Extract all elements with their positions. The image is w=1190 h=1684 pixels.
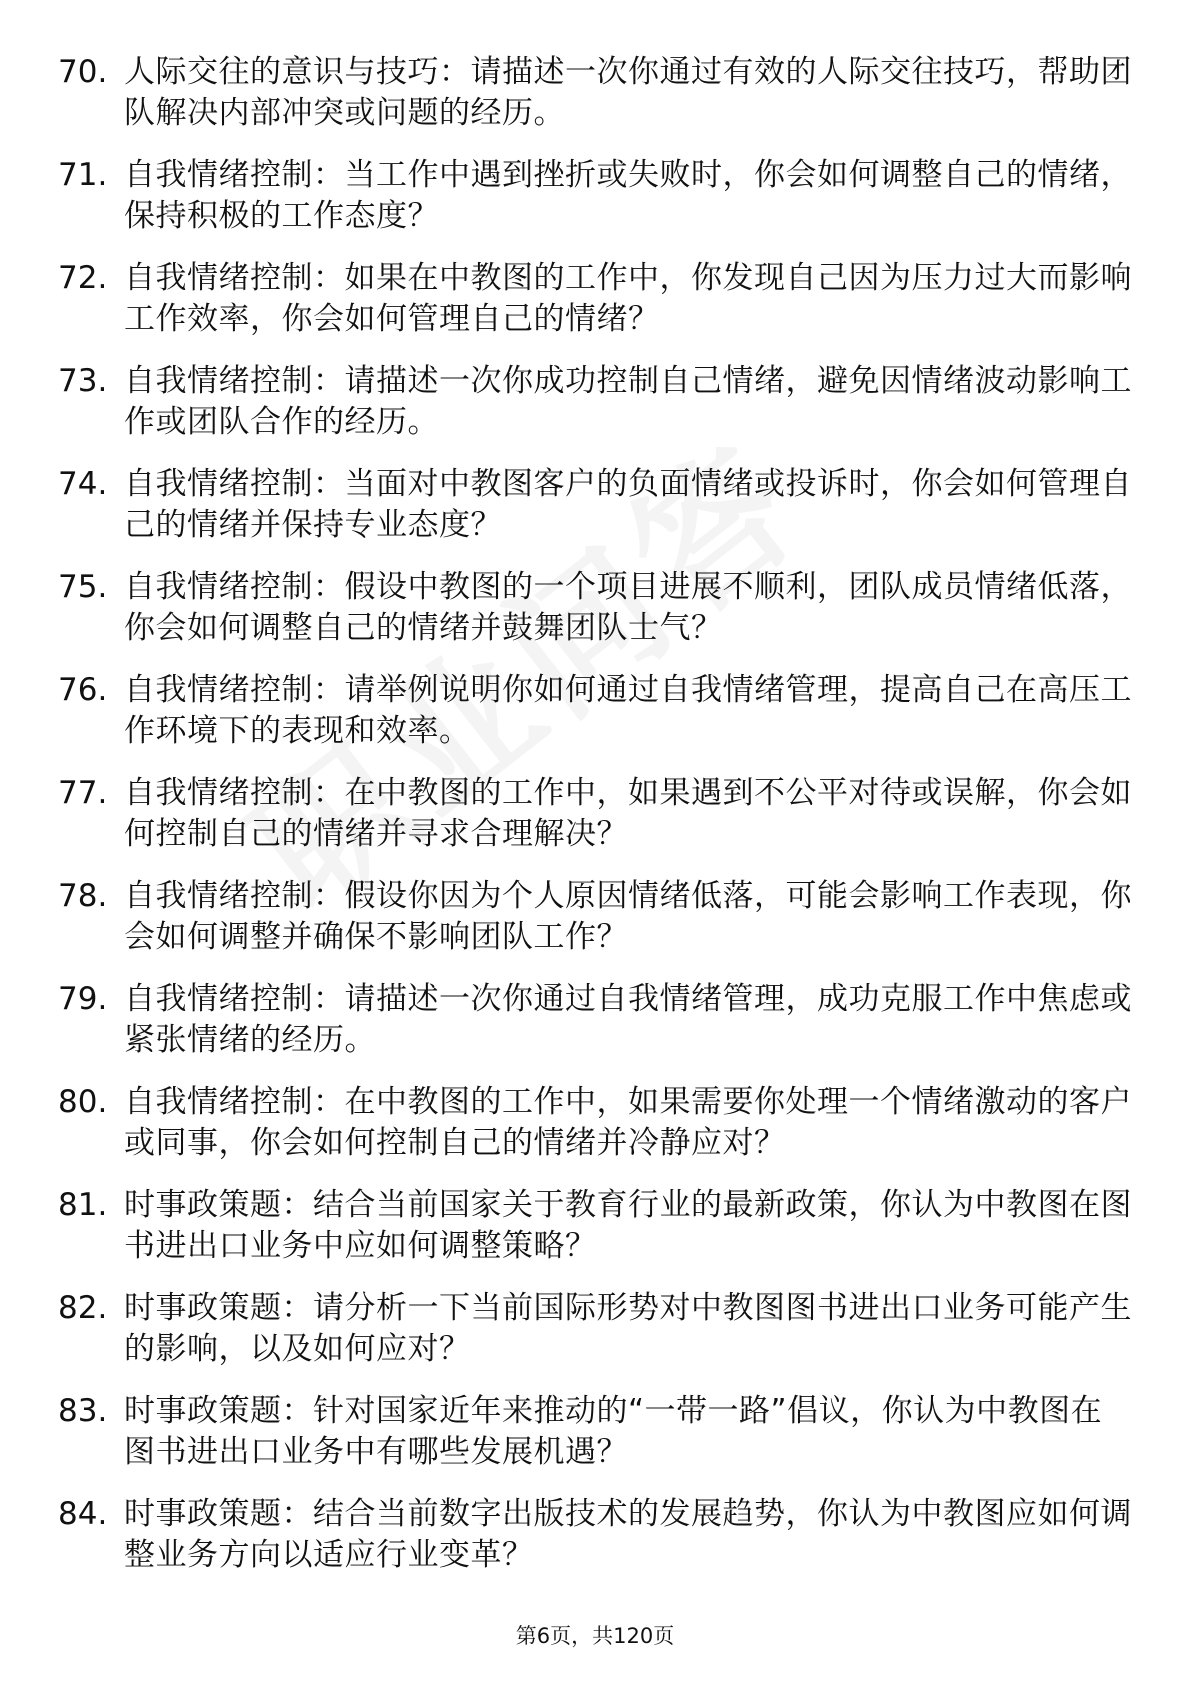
question-text: 时事政策题：结合当前数字出版技术的发展趋势，你认为中教图应如何调整业务方向以适应行业变革？ (124, 1496, 1132, 1573)
question-list (58, 52, 1133, 1597)
question-item (58, 567, 1133, 670)
question-number: 83. (58, 1393, 108, 1429)
question-item (58, 1185, 1133, 1288)
question-item (58, 876, 1133, 979)
question-number: 82. (58, 1290, 108, 1326)
question-number: 71. (58, 157, 108, 193)
question-number: 74. (58, 466, 108, 502)
question-text: 自我情绪控制：请举例说明你如何通过自我情绪管理，提高自己在高压工作环境下的表现和效率。 (124, 672, 1132, 749)
question-number: 84. (58, 1496, 108, 1532)
question-item (58, 1288, 1133, 1391)
question-item (58, 1391, 1133, 1494)
question-text: 时事政策题：请分析一下当前国际形势对中教图图书进出口业务可能产生的影响，以及如何应对？ (124, 1290, 1132, 1367)
question-item (58, 670, 1133, 773)
question-item (58, 773, 1133, 876)
question-text: 自我情绪控制：假设中教图的一个项目进展不顺利，团队成员情绪低落，你会如何调整自己的情绪并鼓舞团队士气？ (124, 569, 1132, 646)
question-item (58, 155, 1133, 258)
question-text: 自我情绪控制：当工作中遇到挫折或失败时，你会如何调整自己的情绪，保持积极的工作态度？ (124, 157, 1132, 234)
question-number: 77. (58, 775, 108, 811)
question-number: 81. (58, 1187, 108, 1223)
question-text: 自我情绪控制：请描述一次你成功控制自己情绪，避免因情绪波动影响工作或团队合作的经历。 (124, 363, 1132, 440)
question-number: 78. (58, 878, 108, 914)
question-text: 自我情绪控制：在中教图的工作中，如果遇到不公平对待或误解，你会如何控制自己的情绪并寻求合理解决？ (124, 775, 1132, 852)
question-text: 时事政策题：结合当前国家关于教育行业的最新政策，你认为中教图在图书进出口业务中应如何调整策略？ (124, 1187, 1132, 1264)
question-item (58, 979, 1133, 1082)
question-item (58, 1494, 1133, 1597)
question-item (58, 361, 1133, 464)
question-text: 人际交往的意识与技巧：请描述一次你通过有效的人际交往技巧，帮助团队解决内部冲突或问题的经历。 (124, 54, 1132, 131)
question-text: 自我情绪控制：假设你因为个人原因情绪低落，可能会影响工作表现，你会如何调整并确保不影响团队工作？ (124, 878, 1132, 955)
page-footer: 第6页，共120页 (515, 1624, 675, 1648)
question-text: 自我情绪控制：当面对中教图客户的负面情绪或投诉时，你会如何管理自己的情绪并保持专业态度？ (124, 466, 1132, 543)
question-item (58, 52, 1133, 155)
question-text: 时事政策题：针对国家近年来推动的“一带一路”倡议，你认为中教图在图书进出口业务中有哪些发展机遇？ (124, 1393, 1103, 1470)
question-item (58, 258, 1133, 361)
question-number: 72. (58, 260, 108, 296)
question-item (58, 1082, 1133, 1185)
question-text: 自我情绪控制：在中教图的工作中，如果需要你处理一个情绪激动的客户或同事，你会如何控制自己的情绪并冷静应对？ (124, 1084, 1132, 1161)
question-text: 自我情绪控制：请描述一次你通过自我情绪管理，成功克服工作中焦虑或紧张情绪的经历。 (124, 981, 1132, 1058)
question-text: 自我情绪控制：如果在中教图的工作中，你发现自己因为压力过大而影响工作效率，你会如何管理自己的情绪？ (124, 260, 1132, 337)
question-number: 70. (58, 54, 108, 90)
question-number: 80. (58, 1084, 108, 1120)
question-number: 79. (58, 981, 108, 1017)
question-number: 76. (58, 672, 108, 708)
question-item (58, 464, 1133, 567)
question-number: 73. (58, 363, 108, 399)
question-number: 75. (58, 569, 108, 605)
